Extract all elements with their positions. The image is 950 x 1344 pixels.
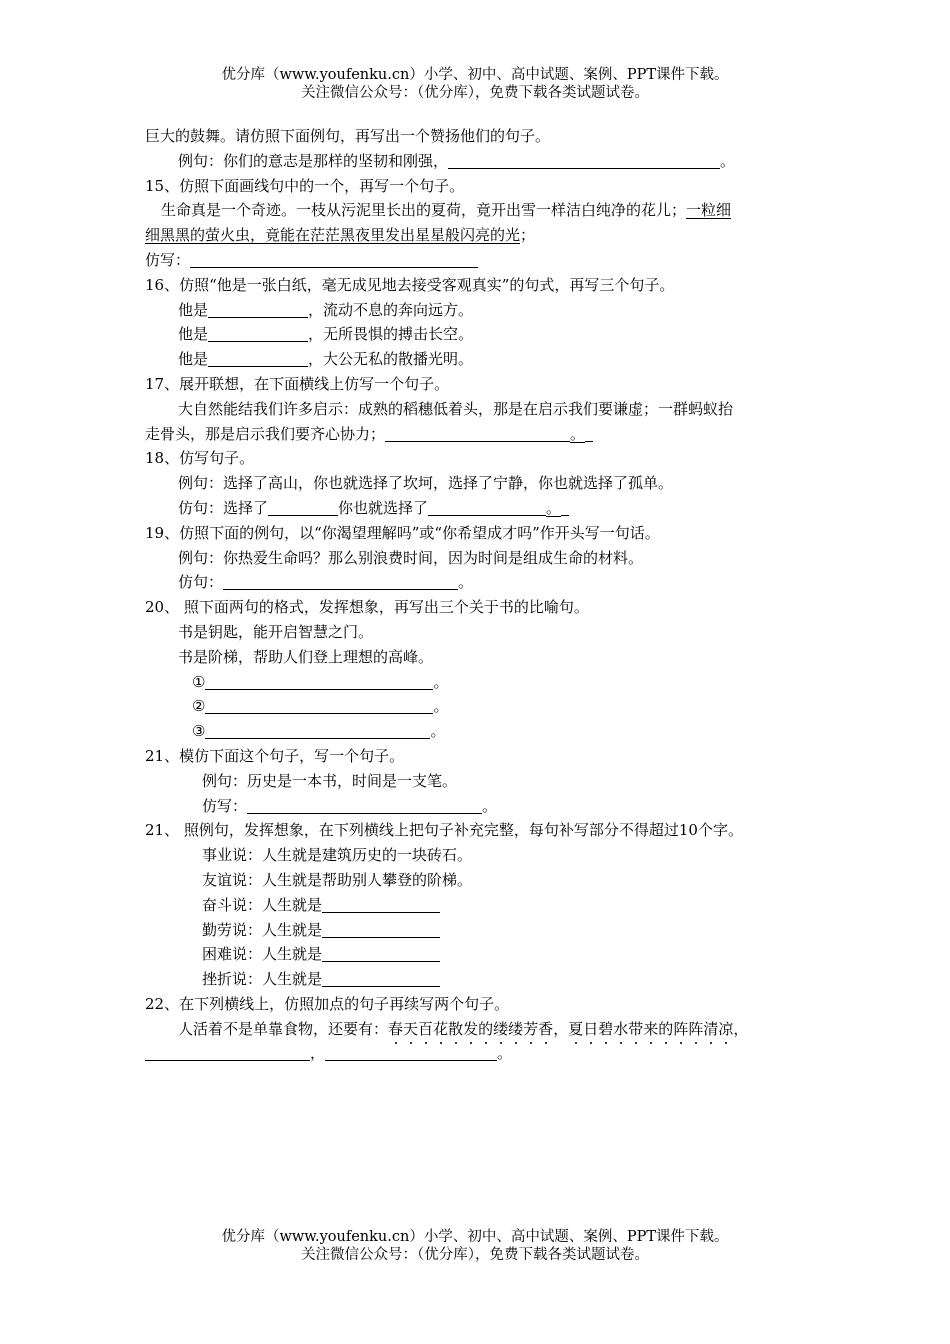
q20-example-2: 书是阶梯，帮助人们登上理想的高峰。 xyxy=(178,647,434,666)
q22-dotted-char: 的 xyxy=(478,1019,494,1038)
q20-blank-2[interactable] xyxy=(205,696,433,714)
q15-passage-text: 生命真是一个奇迹。一枝从污泥里长出的夏荷，竟开出雪一样洁白纯净的花儿； xyxy=(161,201,687,220)
q21a-answer-blank[interactable] xyxy=(247,796,482,814)
page-header xyxy=(0,66,950,102)
q21b-prompt-5: 困难说：人生就是 xyxy=(202,945,323,964)
q22-dotted-char: 缕 xyxy=(508,1019,524,1038)
q22-dotted-char: 凉 xyxy=(718,1019,734,1038)
q18-blank-tail xyxy=(561,498,569,516)
q15-passage-line-2 xyxy=(145,223,815,248)
q20-item-2 xyxy=(145,694,815,719)
q15-semicolon: ； xyxy=(520,226,536,245)
header-line-1: 优分库（www.youfenku.cn）小学、初中、高中试题、案例、PPT课件下载。 xyxy=(221,67,729,83)
q22-dotted-char: 清 xyxy=(703,1019,719,1038)
q22-dotted-char: 阵 xyxy=(673,1019,689,1038)
q17-end-mark: 。 xyxy=(570,424,586,443)
q22-comma: ， xyxy=(733,1019,749,1038)
q18-title: 18、仿写句子。 xyxy=(145,449,255,468)
worksheet-body xyxy=(145,124,815,1066)
q17-passage-line-1: 大自然能结我们许多启示：成熟的稻穗低着头，那是在启示我们要谦虚；一群蚂蚁抬 xyxy=(178,399,734,418)
q16-line-3 xyxy=(145,347,815,372)
q22-dotted-char: 来 xyxy=(643,1019,659,1038)
q20-number-2: ② xyxy=(192,697,206,716)
q22-blank-1[interactable] xyxy=(145,1043,310,1061)
q19-example: 例句：你热爱生命吗？那么别浪费时间，因为时间是组成生命的材料。 xyxy=(178,548,644,567)
q22-lead-text: 人活着不是单靠食物，还要有： xyxy=(178,1019,389,1038)
q16-line-2 xyxy=(145,322,815,347)
q18-end-mark: 。 xyxy=(546,498,562,517)
q21a-title: 21、模仿下面这个句子，写一个句子。 xyxy=(145,746,405,765)
q21b-title: 21、 照例句，发挥想象，在下列横线上把句子补充完整，每句补写部分不得超过10个字。 xyxy=(145,821,743,840)
q20-title: 20、 照下面两句的格式，发挥想象，再写出三个关于书的比喻句。 xyxy=(145,598,589,617)
q22-passage-line xyxy=(145,1017,815,1042)
q21a-end-mark: 。 xyxy=(482,796,498,815)
page-footer xyxy=(0,1228,950,1264)
q16-suffix-1: ，流动不息的奔向远方。 xyxy=(308,300,474,319)
q22-dotted-char: 春 xyxy=(388,1019,404,1038)
q22-dotted-char: 天 xyxy=(403,1019,419,1038)
q15-underlined-sentence: 细黑黑的萤火虫，竟能在茫茫黑夜里发出星星般闪亮的光 xyxy=(145,226,521,245)
q17-blank-tail xyxy=(585,424,593,442)
q17-title: 17、展开联想，在下面横线上仿写一个句子。 xyxy=(145,374,450,393)
q22-dotted-char: 散 xyxy=(448,1019,464,1038)
q20-end-mark-3: 。 xyxy=(430,722,446,741)
q21b-blank-3[interactable] xyxy=(322,895,440,913)
q22-separator: ， xyxy=(310,1044,326,1063)
q21a-imitate-line xyxy=(145,794,815,819)
q21b-line-2: 友谊说：人生就是帮助别人攀登的阶梯。 xyxy=(202,870,473,889)
q21b-line-5 xyxy=(145,942,815,967)
q14-end-mark: 。 xyxy=(720,151,736,170)
footer-line-2: 关注微信公众号：（优分库），免费下载各类试题试卷。 xyxy=(301,1247,649,1263)
q22-dotted-char: 夏 xyxy=(568,1019,584,1038)
q15-title: 15、仿照下面画线句中的一个，再写一个句子。 xyxy=(145,176,465,195)
q21b-line-3 xyxy=(145,893,815,918)
q21a-example: 例句：历史是一本书，时间是一支笔。 xyxy=(202,771,458,790)
q20-number-3: ③ xyxy=(192,722,206,741)
q21a-imitate-label: 仿写： xyxy=(202,796,248,815)
q22-answer-line xyxy=(145,1041,815,1066)
q14-answer-blank[interactable] xyxy=(448,151,720,169)
q21b-prompt-6: 挫折说：人生就是 xyxy=(202,970,323,989)
q18-blank-1[interactable] xyxy=(268,498,338,516)
q17-passage-text: 走骨头，那是启示我们要齐心协力； xyxy=(145,424,386,443)
q21b-line-6 xyxy=(145,967,815,992)
q20-end-mark-1: 。 xyxy=(433,672,449,691)
q16-suffix-3: ，大公无私的散播光明。 xyxy=(308,350,474,369)
q22-dotted-sentence xyxy=(388,1020,733,1038)
q21b-blank-4[interactable] xyxy=(322,920,440,938)
q20-item-3 xyxy=(145,719,815,744)
q20-example-1: 书是钥匙，能开启智慧之门。 xyxy=(178,622,374,641)
q22-dotted-char: 阵 xyxy=(688,1019,704,1038)
q15-underlined-start: 一粒细 xyxy=(686,201,732,220)
q17-passage-line-2 xyxy=(145,422,815,447)
q22-end-mark: 。 xyxy=(497,1044,513,1063)
q22-dotted-char: 百 xyxy=(418,1019,434,1038)
q20-blank-1[interactable] xyxy=(205,672,433,690)
q21b-prompt-3: 奋斗说：人生就是 xyxy=(202,895,323,914)
q22-title: 22、在下列横线上，仿照加点的句子再续写两个句子。 xyxy=(145,994,510,1013)
q19-title: 19、仿照下面的例句，以“你渴望理解吗”或“你希望成才吗”作开头写一句话。 xyxy=(145,523,660,542)
q22-dotted-char: 缕 xyxy=(493,1019,509,1038)
q20-item-1 xyxy=(145,670,815,695)
q16-blank-3[interactable] xyxy=(208,349,308,367)
q14-example-line xyxy=(145,149,815,174)
q21b-blank-5[interactable] xyxy=(322,944,440,962)
q18-blank-2[interactable] xyxy=(428,498,546,516)
q22-dotted-char: 芳 xyxy=(523,1019,539,1038)
header-line-2: 关注微信公众号：（优分库），免费下载各类试题试卷。 xyxy=(301,85,649,101)
q16-prefix: 他是 xyxy=(178,325,209,344)
q20-number-1: ① xyxy=(192,672,206,691)
q18-example: 例句：选择了高山，你也就选择了坎坷，选择了宁静，你也就选择了孤单。 xyxy=(178,474,674,493)
q21b-line-4 xyxy=(145,918,815,943)
q22-dotted-char: 水 xyxy=(613,1019,629,1038)
q22-dotted-char: 日 xyxy=(583,1019,599,1038)
q22-blank-2[interactable] xyxy=(325,1043,497,1061)
q15-imitate-line xyxy=(145,248,815,273)
q16-prefix: 他是 xyxy=(178,350,209,369)
q19-imitate-label: 仿句： xyxy=(178,573,224,592)
q21b-line-1: 事业说：人生就是建筑历史的一块砖石。 xyxy=(202,846,473,865)
q16-title: 16、仿照“他是一张白纸，毫无成见地去接受客观真实”的句式，再写三个句子。 xyxy=(145,275,675,294)
q22-dotted-char: 带 xyxy=(628,1019,644,1038)
q21b-prompt-4: 勤劳说：人生就是 xyxy=(202,920,323,939)
q15-answer-blank[interactable] xyxy=(190,250,478,268)
q20-blank-3[interactable] xyxy=(205,721,430,739)
q15-passage-line-1 xyxy=(145,198,815,223)
q14-continuation: 巨大的鼓舞。请仿照下面例句，再写出一个赞扬他们的句子。 xyxy=(145,127,551,145)
q22-dotted-char: 香 xyxy=(538,1019,554,1038)
q15-imitate-label: 仿写： xyxy=(145,250,191,269)
q19-answer-blank[interactable] xyxy=(223,572,458,590)
footer-line-1: 优分库（www.youfenku.cn）小学、初中、高中试题、案例、PPT课件下载。 xyxy=(221,1229,729,1245)
q14-example: 例句：你们的意志是那样的坚韧和刚强， xyxy=(178,151,449,170)
q19-end-mark: 。 xyxy=(458,573,474,592)
q22-dotted-char: 发 xyxy=(463,1019,479,1038)
q16-prefix: 他是 xyxy=(178,300,209,319)
q16-suffix-2: ，无所畏惧的搏击长空。 xyxy=(308,325,474,344)
q22-dotted-char: 的 xyxy=(658,1019,674,1038)
q16-line-1 xyxy=(145,298,815,323)
q18-imitate-part-a: 仿句：选择了 xyxy=(178,498,269,517)
q19-imitate-line xyxy=(145,570,815,595)
q16-blank-2[interactable] xyxy=(208,324,308,342)
q22-dotted-char: 花 xyxy=(433,1019,449,1038)
q18-imitate-part-b: 你也就选择了 xyxy=(338,498,429,517)
q22-dotted-char: 碧 xyxy=(598,1019,614,1038)
q20-end-mark-2: 。 xyxy=(433,697,449,716)
q18-imitate-line xyxy=(145,496,815,521)
q22-dotted-comma: ， xyxy=(553,1019,569,1038)
q16-blank-1[interactable] xyxy=(208,300,308,318)
q21b-blank-6[interactable] xyxy=(322,969,440,987)
q17-answer-blank[interactable] xyxy=(385,424,570,442)
